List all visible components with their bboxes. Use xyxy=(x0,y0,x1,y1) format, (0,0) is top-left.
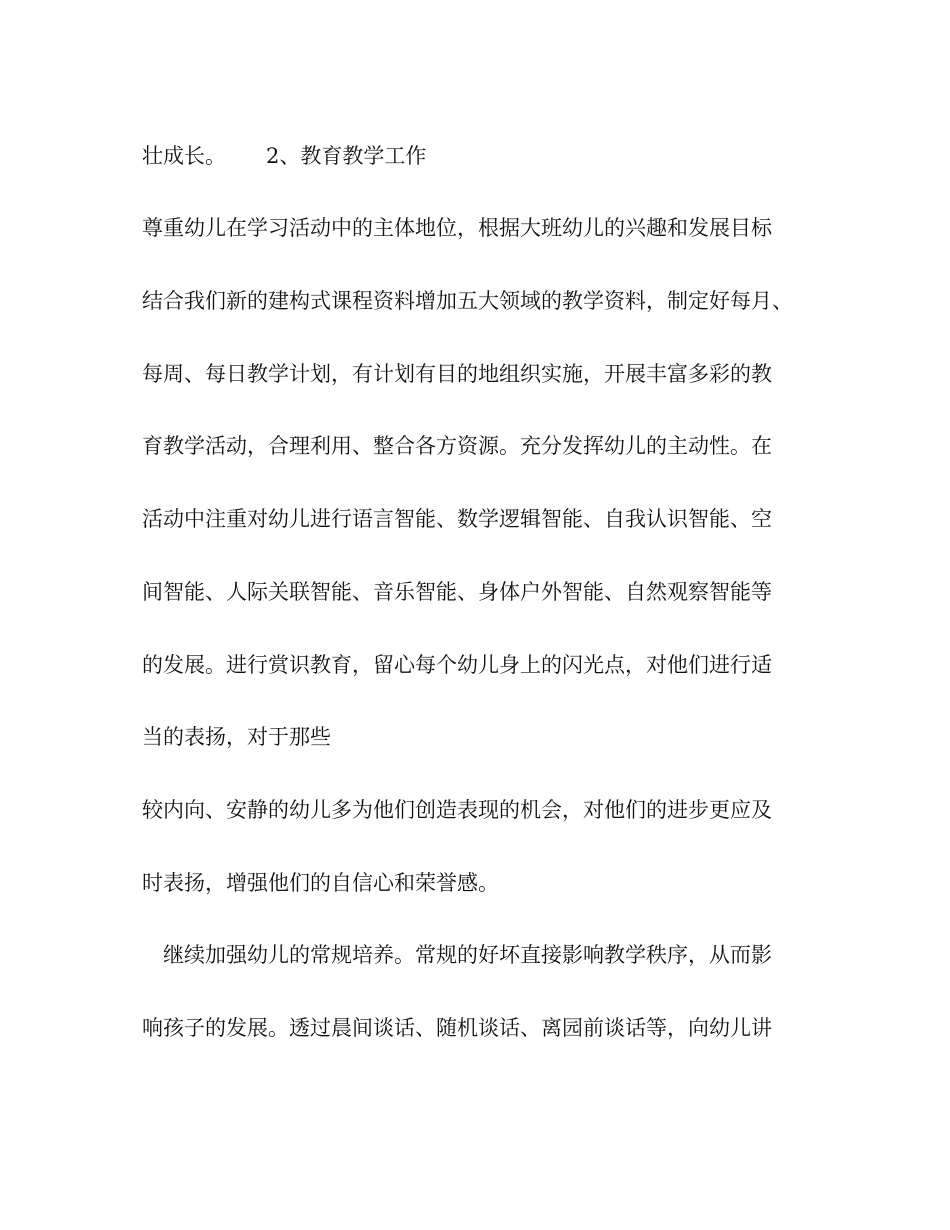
text-line: 时表扬，增强他们的自信心和荣誉感。 xyxy=(142,871,499,895)
text-line: 的发展。进行赏识教育，留心每个幼儿身上的闪光点，对他们进行适 xyxy=(142,653,772,677)
text-line: 尊重幼儿在学习活动中的主体地位，根据大班幼儿的兴趣和发展目标 xyxy=(142,216,772,240)
text-line: 结合我们新的建构式课程资料增加五大领域的教学资料，制定好每月、 xyxy=(142,289,793,313)
text-line: 响孩子的发展。透过晨间谈话、随机谈话、离园前谈话等，向幼儿讲 xyxy=(142,1016,772,1040)
text-line: 每周、每日教学计划，有计划有目的地组织实施，开展丰富多彩的教 xyxy=(142,362,772,386)
text-line: 当的表扬，对于那些 xyxy=(142,725,331,749)
text-line: 较内向、安静的幼儿多为他们创造表现的机会，对他们的进步更应及 xyxy=(142,798,772,822)
text-line-content: 壮成长。 xyxy=(142,144,226,168)
text-line: 育教学活动，合理利用、整合各方资源。充分发挥幼儿的主动性。在 xyxy=(142,434,772,458)
text-line: 活动中注重对幼儿进行语言智能、数学逻辑智能、自我认识智能、空 xyxy=(142,507,772,531)
paragraph-first-line: 继续加强幼儿的常规培养。常规的好坏直接影响教学秩序，从而影 xyxy=(163,943,772,967)
text-line: 间智能、人际关联智能、音乐智能、身体户外智能、自然观察智能等 xyxy=(142,580,772,604)
section-heading: 2、教育教学工作 xyxy=(266,144,427,168)
text-line xyxy=(142,142,426,170)
